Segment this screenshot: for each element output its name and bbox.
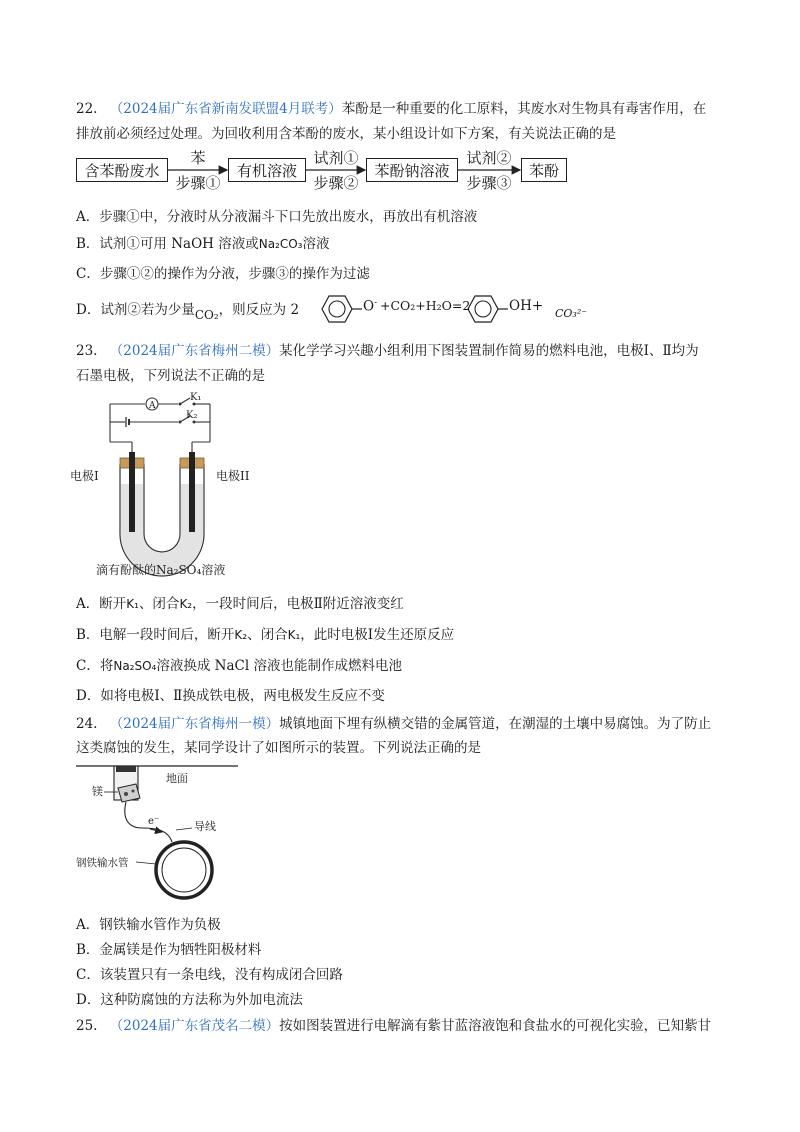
mg-label: 镁	[92, 785, 103, 798]
flow-arrows	[0, 0, 800, 200]
q25-number: 25.	[76, 1018, 98, 1034]
ground-label: 地面	[166, 772, 188, 785]
steel-pipe	[156, 842, 212, 898]
electrode-right	[189, 452, 195, 532]
q23-source: （2024届广东省梅州二模）	[109, 343, 280, 359]
solution-caption: 滴有酚酞的Na₂SO₄溶液	[96, 563, 226, 577]
q24-option-c: C．该装置只有一条电线，没有构成闭合回路	[76, 967, 343, 983]
q22-number: 22.	[76, 101, 98, 117]
q22-option-d-co2: CO₂	[194, 308, 219, 322]
q23-option-a	[76, 592, 404, 612]
q24-stem-1: 城镇地面下埋有纵横交错的金属管道，在潮湿的土壤中易腐蚀。为了防止	[279, 716, 712, 732]
q22-option-a: A．步骤①中，分液时从分液漏斗下口先放出废水，再放出有机溶液	[76, 209, 478, 225]
q23-option-b	[76, 623, 454, 643]
wire-label: 导线	[194, 820, 216, 833]
electrode-right-label: 电极II	[216, 469, 250, 483]
k2-label: K₂	[186, 410, 198, 421]
q25-source: （2024届广东省茂名二模）	[109, 1018, 280, 1034]
anode-protection-figure	[76, 758, 246, 906]
q25-stem-1: 按如图装置进行电解滴有紫甘蓝溶液饱和食盐水的可视化实验，已知紫甘	[279, 1018, 712, 1034]
flow-label-step3: 步骤③	[466, 174, 512, 192]
ammeter-label: A	[149, 401, 156, 411]
q25-line1	[76, 1014, 711, 1034]
q24-option-a: A．钢铁输水管作为负极	[76, 917, 221, 933]
q22-option-d	[76, 298, 300, 322]
flow-label-step2: 步骤②	[313, 174, 359, 192]
flow-box-wastewater: 含苯酚废水	[76, 158, 168, 182]
phenoxide-benzene-ring	[312, 287, 362, 331]
q22-option-d-eq2: OH+	[509, 298, 544, 314]
q22-option-b-text: B．试剂①可用 NaOH 溶液或	[76, 236, 259, 252]
q24-stem-2: 这类腐蚀的发生，某同学设计了如图所示的装置。下列说法正确的是	[76, 740, 481, 756]
q24-line1	[76, 712, 711, 732]
q23-b-t3: ，此时电极Ⅰ发生还原反应	[300, 627, 455, 643]
electron-label: e⁻	[148, 816, 160, 827]
q23-c-t1: C．将	[76, 658, 114, 674]
q24-option-b: B．金属镁是作为牺牲阳极材料	[76, 942, 262, 958]
q23-stem-1: 某化学学习兴趣小组利用下图装置制作简易的燃料电池，电极Ⅰ、Ⅱ均为	[279, 343, 699, 359]
q23-c-formula: Na₂SO₄	[113, 659, 157, 673]
flow-label-benzene: 苯	[190, 149, 206, 167]
q24-option-d: D．这种防腐蚀的方法称为外加电流法	[76, 992, 303, 1008]
phenol-benzene-ring	[458, 287, 508, 331]
pipe-label: 钢铁输水管	[76, 857, 129, 869]
q22-stem-2: 排放前必须经过处理。为回收利用含苯酚的废水，某小组设计如下方案，有关说法正确的是	[76, 126, 616, 142]
q23-stem-2: 石墨电极，下列说法不正确的是	[76, 368, 265, 384]
q22-option-c: C．步骤①②的操作为分液，步骤③的操作为过滤	[76, 266, 370, 282]
q22-option-b	[76, 232, 330, 252]
q23-line1	[76, 339, 699, 359]
q23-b-t2: 、闭合	[247, 627, 288, 643]
q23-a-t1: A．断开	[76, 596, 127, 612]
electrode-left-label: 电极I	[70, 469, 99, 483]
q24-source: （2024届广东省梅州一模）	[109, 716, 280, 732]
fuel-cell-figure	[70, 388, 270, 588]
q23-b-k2: K₂	[234, 628, 248, 642]
q23-a-t3: ，一段时间后，电极Ⅱ附近溶液变红	[192, 596, 404, 612]
flow-label-reagent2: 试剂②	[466, 149, 512, 167]
q23-c-t2: 溶液换成 NaCl 溶液也能制作成燃料电池	[156, 658, 402, 674]
q22-option-b-formula: Na₂CO₃	[258, 237, 303, 251]
phenoxide-oxygen: O-	[363, 298, 378, 315]
q22-stem-1: 苯酚是一种重要的化工原料，其废水对生物具有毒害作用，在	[341, 101, 707, 117]
q23-a-k2: K₂	[179, 597, 193, 611]
k1-label: K₁	[190, 392, 202, 403]
q22-source: （2024届广东省新南发联盟4月联考）	[109, 101, 342, 117]
flow-label-reagent1: 试剂①	[313, 149, 359, 167]
switch-k1	[180, 398, 190, 404]
flow-box-organic: 有机溶液	[228, 158, 306, 182]
q22-option-d-text: D．试剂②若为少量	[76, 302, 195, 318]
q23-option-d: D．如将电极Ⅰ、Ⅱ换成铁电极，两电极发生反应不变	[76, 688, 385, 704]
q23-a-t2: 、闭合	[138, 596, 180, 612]
q22-option-d-mid: ，则反应为 2	[218, 302, 300, 318]
q24-number: 24.	[76, 716, 98, 732]
q23-option-c	[76, 654, 402, 674]
q22-option-d-carbonate: CO₃²⁻	[555, 307, 588, 320]
flow-box-sodium-phenoxide: 苯酚钠溶液	[366, 158, 458, 182]
q23-b-k1: K₁	[287, 628, 301, 642]
q23-a-k1: K₁	[126, 597, 139, 611]
electrode-left	[129, 452, 135, 532]
q23-b-t1: B．电解一段时间后，断开	[76, 627, 235, 643]
q22-option-b-tail: 溶液	[302, 236, 330, 252]
flow-label-step1: 步骤①	[175, 174, 221, 192]
q23-number: 23.	[76, 343, 98, 359]
flow-box-phenol: 苯酚	[521, 158, 567, 182]
q22-option-d-eq1: +CO₂+H₂O=2	[380, 298, 471, 313]
